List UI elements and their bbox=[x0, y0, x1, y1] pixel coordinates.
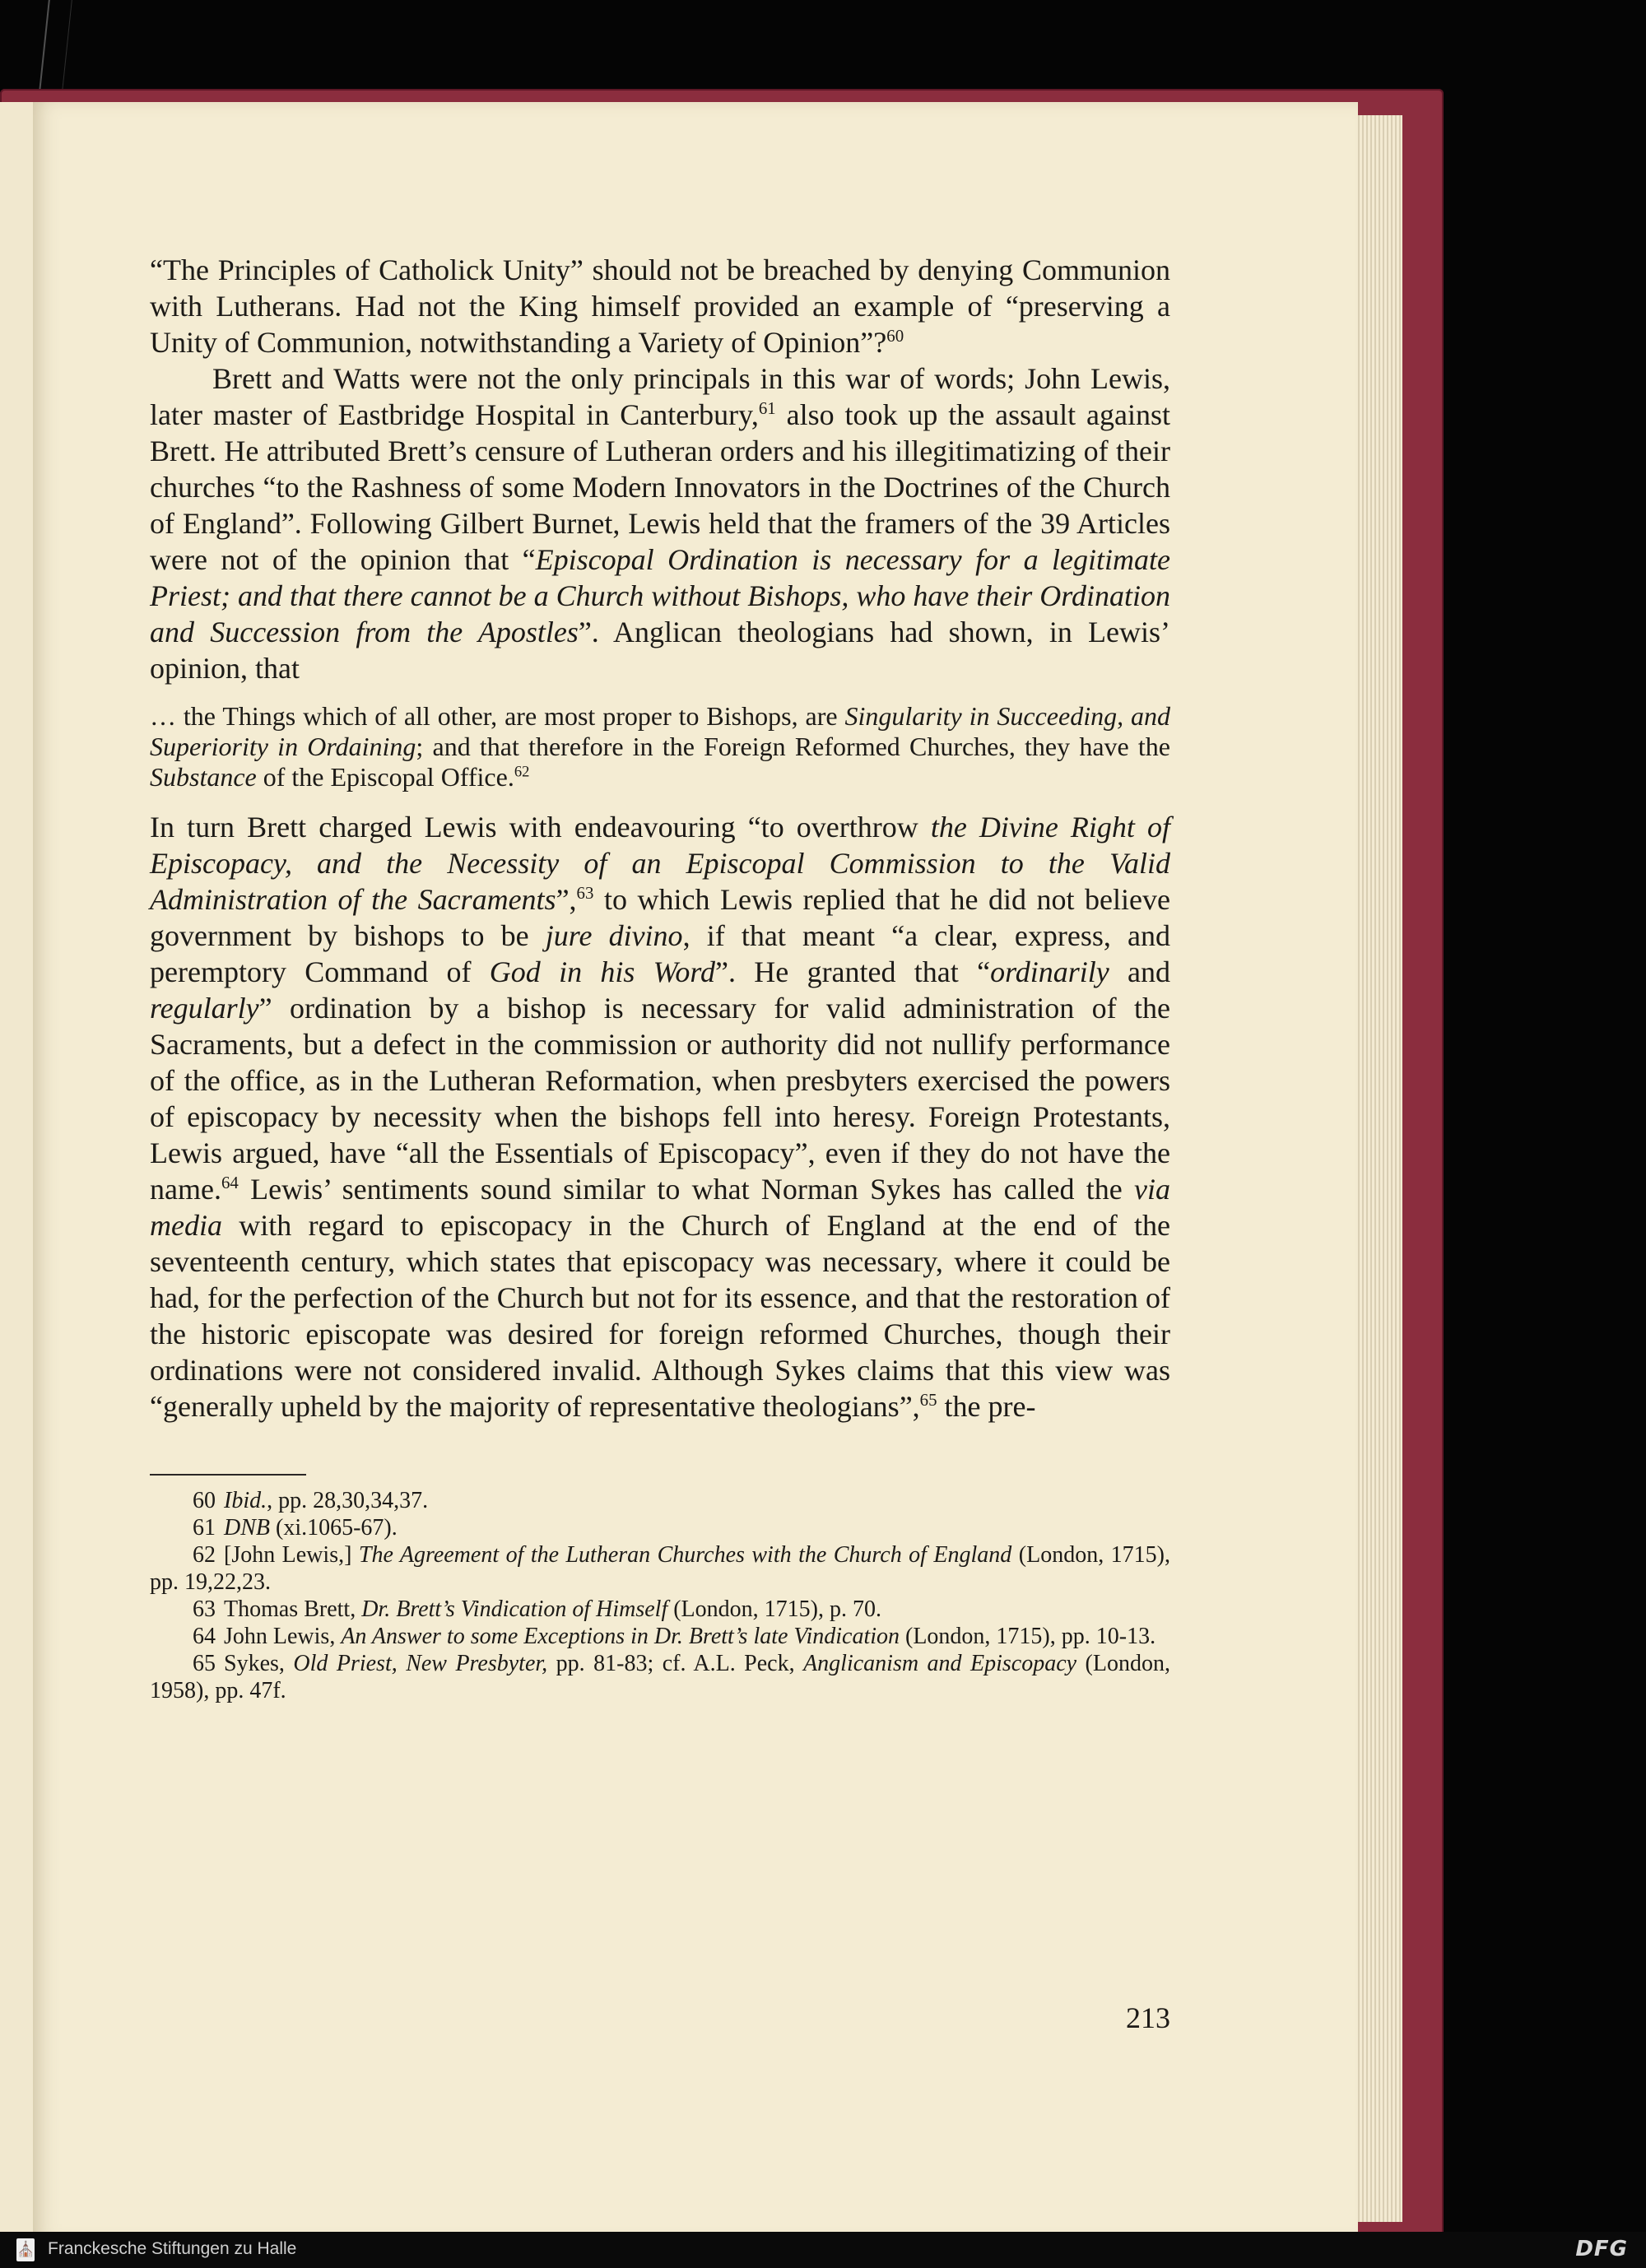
footnote-ref: 61 bbox=[758, 398, 776, 418]
left-page-edge bbox=[0, 102, 35, 2242]
institution-logo-icon: ⛪ bbox=[16, 2238, 35, 2261]
text-run: In turn Brett charged Lewis with endeavouring “to overthrow bbox=[150, 811, 931, 844]
text-run: , pp. 28,30,34,37. bbox=[267, 1488, 429, 1513]
text-run: (London, 1715), pp. 19,22,23. bbox=[150, 1542, 1170, 1595]
footnote-ref: 63 bbox=[576, 883, 594, 903]
italic-run: jure divino bbox=[545, 919, 683, 952]
text-run: Sykes, bbox=[224, 1651, 294, 1676]
viewer-footer bbox=[0, 2232, 1646, 2268]
text-run: , if that meant “a clear, express, and peremptory Command of bbox=[150, 919, 1170, 988]
text-run: ; and that therefore in the Foreign Reformed Churches, they have the bbox=[416, 732, 1171, 761]
footnote-ref: 62 bbox=[514, 763, 530, 781]
text-run: “The Principles of Catholick Unity” should not be breached by denying Communion with Lutherans. Had not the King himself provided an example of “preserving a Unity of Communion, notwithstanding a Variety of Opinion”? bbox=[150, 253, 1170, 359]
italic-run: Substance bbox=[150, 762, 257, 792]
italic-run: Singularity in Succeeding, and Superiority in Ordaining bbox=[150, 701, 1171, 761]
text-run: also took up the assault against Brett. He attributed Brett’s censure of Lutheran orders and his illegitimatizing of their churches “to the Rashness of some Modern Innovators in the Doctrines of the Church of England”. Following Gilbert Burnet, Lewis held that the framers of the 39 Articles were not of the opinion that “ bbox=[150, 398, 1170, 576]
paragraph-1 bbox=[150, 252, 1170, 360]
footnote-64 bbox=[150, 1623, 1170, 1650]
text-run: the pre- bbox=[937, 1390, 1036, 1423]
text-run: with regard to episcopacy in the Church of England at the end of the seventeenth century, which states that episcopacy was necessary, where it could be had, for the perfection of the Church but not for its essence, and that the restoration of the historic episcopate was desired for foreign reformed Churches, though their ordinations were not considered invalid. Although Sykes claims that this view was “generally upheld by the majority of representative theologians”, bbox=[150, 1209, 1170, 1423]
text-run: and bbox=[1109, 955, 1171, 988]
footnote-number: 60 bbox=[193, 1488, 216, 1513]
text-run: (London, 1715), p. 70. bbox=[667, 1596, 881, 1622]
text-run: ”. He granted that “ bbox=[715, 955, 991, 988]
italic-run: Old Priest, New Presbyter, bbox=[293, 1651, 548, 1676]
italic-run: regularly bbox=[150, 992, 259, 1025]
footnote-number: 64 bbox=[193, 1624, 216, 1649]
text-run: (London, 1715), pp. 10-13. bbox=[900, 1624, 1156, 1649]
institution-name: Franckesche Stiftungen zu Halle bbox=[48, 2239, 297, 2258]
italic-run: Dr. Brett’s Vindication of Himself bbox=[361, 1596, 668, 1622]
italic-run: ordinarily bbox=[990, 955, 1109, 988]
text-run: ”. Anglican theologians had shown, in Lewis’ opinion, that bbox=[150, 616, 1171, 685]
dfg-logo: DFG bbox=[1575, 2237, 1628, 2261]
footnotes bbox=[150, 1487, 1170, 1704]
text-run: Brett and Watts were not the only principals in this war of words; John Lewis, later master of Eastbridge Hospital in Canterbury, bbox=[150, 362, 1170, 431]
footnote-65 bbox=[150, 1650, 1170, 1704]
footnote-divider bbox=[150, 1474, 306, 1476]
italic-run: the Divine Right of Episcopacy, and the Necessity of an Episcopal Commission to the Valid Administration of the Sacraments bbox=[150, 811, 1171, 916]
text-run: … the Things which of all other, are most proper to Bishops, are bbox=[150, 701, 845, 731]
italic-run: Anglicanism and Episcopacy bbox=[803, 1651, 1077, 1676]
italic-run: God in his Word bbox=[489, 955, 716, 988]
text-run: ”, bbox=[556, 883, 577, 916]
footnote-number: 62 bbox=[193, 1542, 216, 1568]
text-run: to which Lewis replied that he did not believe government by bishops to be bbox=[150, 883, 1170, 952]
footnote-number: 65 bbox=[193, 1651, 216, 1676]
footnote-number: 61 bbox=[193, 1515, 216, 1541]
paragraph-2 bbox=[150, 360, 1170, 686]
text-run: Lewis’ sentiments sound similar to what Norman Sykes has called the bbox=[238, 1173, 1135, 1206]
text-run: [John Lewis,] bbox=[224, 1542, 359, 1568]
italic-run: An Answer to some Exceptions in Dr. Brett’s late Vindication bbox=[341, 1624, 900, 1649]
footnote-60 bbox=[150, 1487, 1170, 1514]
page-number: 213 bbox=[1126, 2001, 1170, 2034]
text-run: ” ordination by a bishop is necessary for valid administration of the Sacraments, but a defect in the commission or authority did not nullify performance of the office, as in the Lutheran Reformation, when presbyters exercised the powers of episcopacy by necessity when the bishops fell into heresy. Foreign Protestants, Lewis argued, have “all the Essentials of Episcopacy”, even if they do not have the name. bbox=[150, 992, 1170, 1206]
paragraph-3 bbox=[150, 809, 1170, 1424]
footnote-number: 63 bbox=[193, 1596, 216, 1622]
text-run: pp. 81-83; cf. A.L. Peck, bbox=[547, 1651, 804, 1676]
footnote-63 bbox=[150, 1596, 1170, 1623]
italic-run: Episcopal Ordination is necessary for a legitimate Priest; and that there cannot be a Church without Bishops, who have their Ordination and Succession from the Apostles bbox=[150, 543, 1170, 648]
text-run: (xi.1065-67). bbox=[270, 1515, 398, 1541]
footnote-ref: 60 bbox=[886, 326, 904, 346]
page-content bbox=[150, 252, 1171, 2034]
text-run: John Lewis, bbox=[224, 1624, 342, 1649]
text-run: Thomas Brett, bbox=[224, 1596, 362, 1622]
block-quote bbox=[150, 701, 1170, 792]
footnote-ref: 65 bbox=[919, 1390, 937, 1410]
italic-run: Ibid. bbox=[224, 1488, 267, 1513]
book-page bbox=[33, 102, 1358, 2242]
footnote-62 bbox=[150, 1541, 1170, 1596]
footnote-ref: 64 bbox=[221, 1173, 239, 1192]
text-run: of the Episcopal Office. bbox=[256, 762, 514, 792]
italic-run: DNB bbox=[224, 1515, 270, 1541]
italic-run: The Agreement of the Lutheran Churches with the Church of England bbox=[358, 1542, 1012, 1568]
footnote-61 bbox=[150, 1514, 1170, 1541]
italic-run: via media bbox=[150, 1173, 1170, 1242]
text-run: (London, 1958), pp. 47f. bbox=[150, 1651, 1170, 1703]
